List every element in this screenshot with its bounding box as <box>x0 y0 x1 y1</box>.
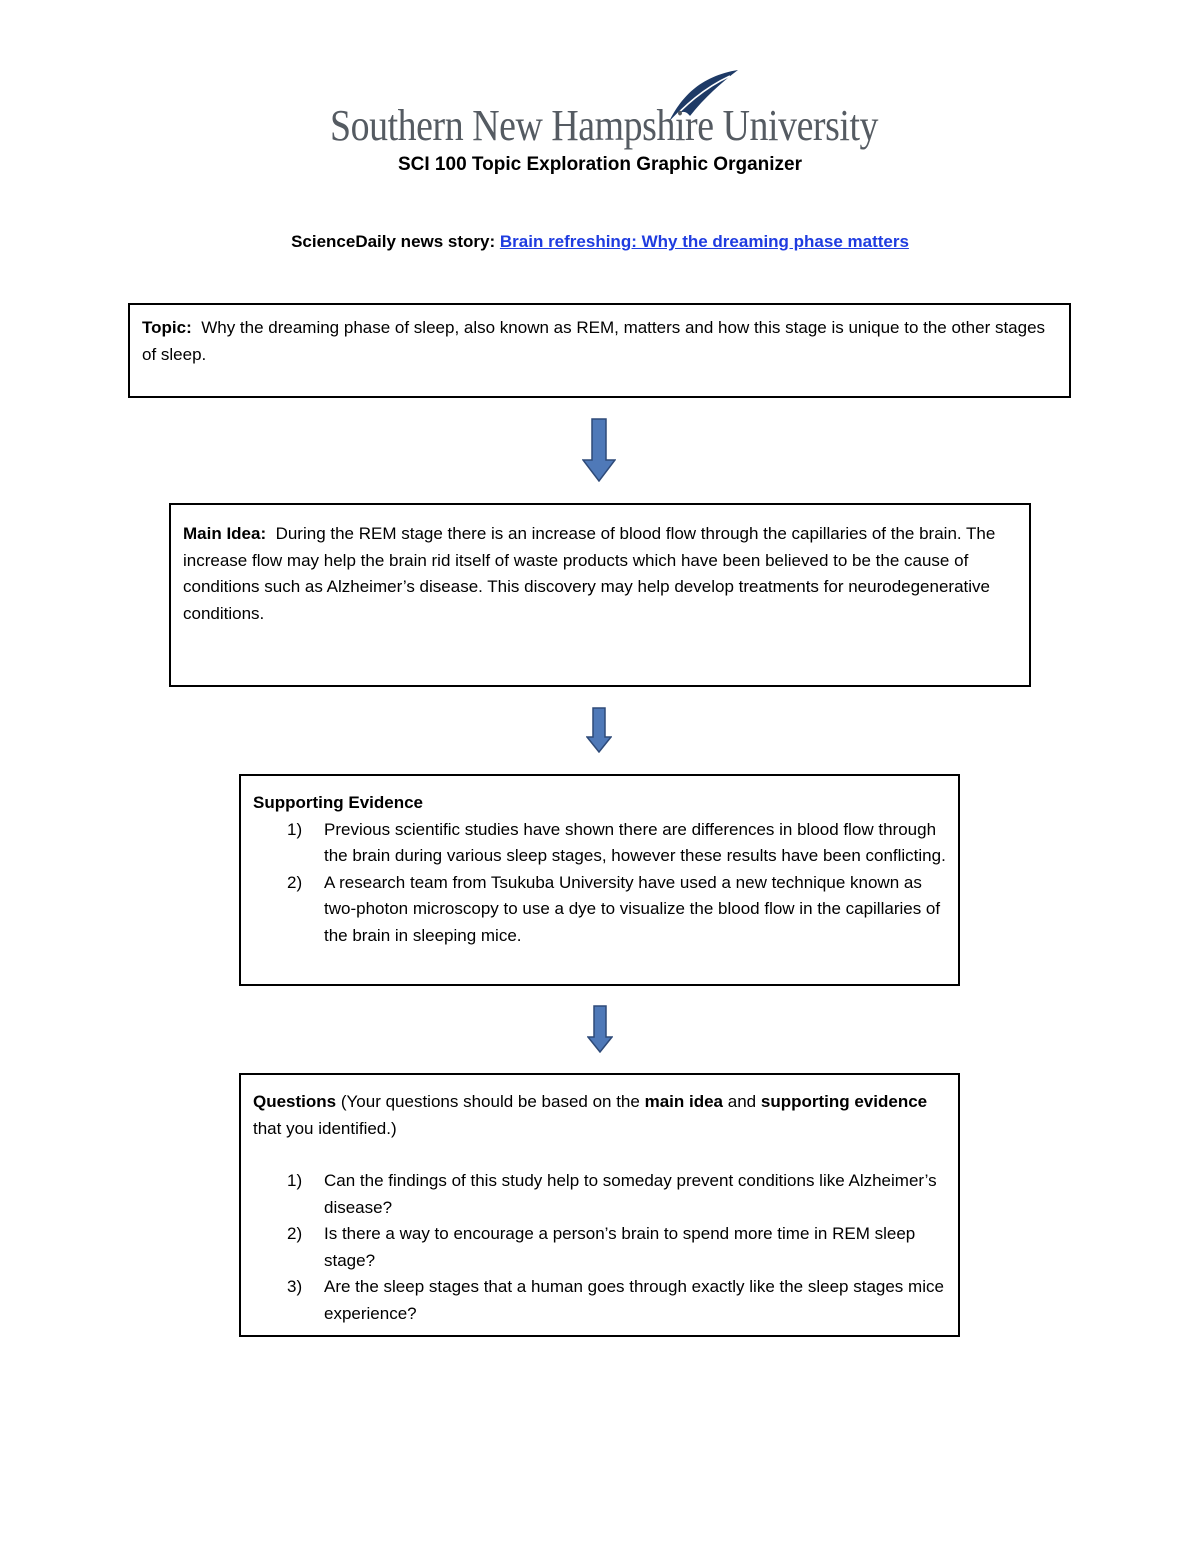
item-number: 1) <box>287 819 303 839</box>
item-number: 3) <box>287 1277 303 1296</box>
down-arrow-icon <box>582 418 616 482</box>
story-link[interactable]: Brain refreshing: Why the dreaming phase matters <box>499 232 909 251</box>
questions-list <box>253 1168 946 1327</box>
instruction-close: that you identified.) <box>253 1118 397 1138</box>
evidence-heading: Supporting Evidence <box>253 793 424 812</box>
item-text: Is there a way to encourage a person’s brain to spend more time in REM sleep stage? <box>324 1224 916 1270</box>
spacer <box>253 1142 946 1168</box>
university-name: Southern New Hampshire University <box>330 101 879 150</box>
topic-text: Why the dreaming phase of sleep, also known as REM, matters and how this stage is unique to the other stages of sleep. <box>142 318 1046 364</box>
topic-box <box>128 303 1071 398</box>
questions-intro <box>253 1089 946 1142</box>
evidence-list <box>253 817 946 950</box>
item-text: A research team from Tsukuba University have used a new technique known as two-photon microscopy to use a dye to visualize the blood flow in the capillaries of the brain in sleeping mice. <box>324 872 941 945</box>
list-item <box>253 1168 946 1221</box>
down-arrow-icon <box>586 707 612 753</box>
instruction-open: (Your questions should be based on the <box>340 1092 640 1111</box>
item-number: 2) <box>287 872 303 892</box>
main-idea-text: During the REM stage there is an increase of blood flow through the capillaries of the brain. The increase flow may help the brain rid itself of waste products which have been believed to be the cause of conditions such as Alzheimer’s disease. This discovery may help develop treatments for neurodegenerative conditions. <box>183 524 996 623</box>
story-label: ScienceDaily news story: <box>291 232 496 251</box>
instruction-main-idea: main idea <box>644 1092 724 1111</box>
list-item <box>253 870 946 950</box>
instruction-supporting: supporting evidence <box>760 1092 928 1111</box>
main-idea-box <box>169 503 1031 687</box>
questions-heading: Questions <box>253 1092 337 1111</box>
item-text: Can the findings of this study help to someday prevent conditions like Alzheimer’s disease? <box>324 1171 937 1217</box>
document-title: SCI 100 Topic Exploration Graphic Organizer <box>397 154 803 175</box>
list-item <box>253 1221 946 1274</box>
down-arrow-icon <box>587 1005 613 1053</box>
supporting-evidence-box <box>239 774 960 986</box>
main-idea-label: Main Idea: <box>183 524 267 543</box>
item-number: 2) <box>287 1224 303 1243</box>
item-text: Previous scientific studies have shown there are differences in blood flow through the brain during various sleep stages, however these results have been conflicting. <box>324 819 946 865</box>
topic-label: Topic: <box>142 318 192 337</box>
item-number: 1) <box>287 1171 303 1190</box>
university-logo <box>330 62 879 162</box>
item-text: Are the sleep stages that a human goes through exactly like the sleep stages mice experience? <box>324 1277 944 1323</box>
story-line <box>0 232 1200 252</box>
questions-box <box>239 1073 960 1337</box>
instruction-and: and <box>727 1092 757 1111</box>
list-item <box>253 1274 946 1327</box>
list-item <box>253 817 946 870</box>
